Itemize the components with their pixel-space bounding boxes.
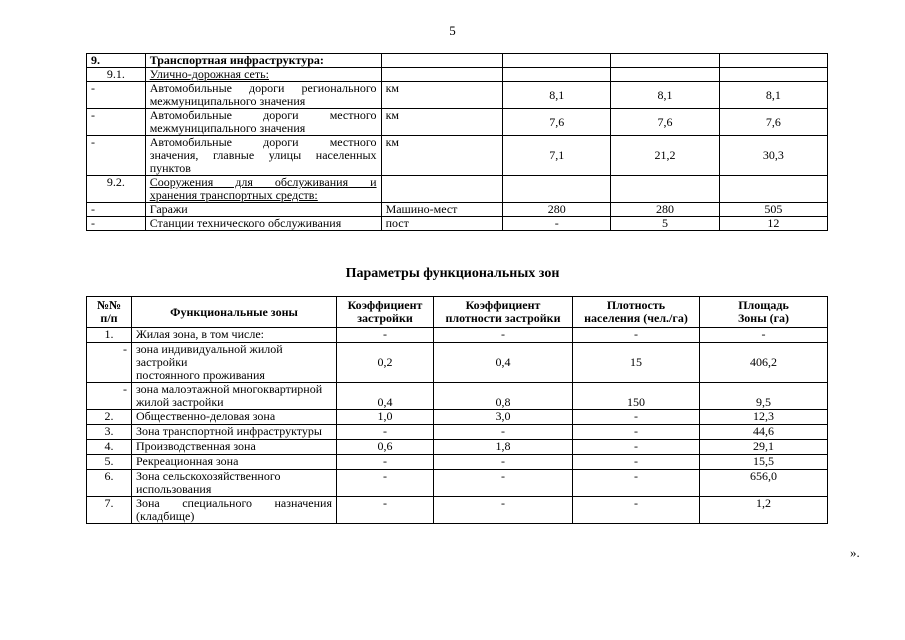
row-value: 505 <box>719 203 827 217</box>
row-value: 5 <box>611 217 719 231</box>
row-value: - <box>503 217 611 231</box>
row-number: 3. <box>87 425 132 440</box>
section-title: Параметры функциональных зон <box>345 266 560 281</box>
row-number: - <box>87 82 146 109</box>
header-area <box>700 297 828 328</box>
row-k1: 0,4 <box>337 383 434 410</box>
row-area: 29,1 <box>700 440 828 455</box>
row-name: Зона транспортной инфраструктуры <box>132 425 337 440</box>
table-row <box>87 470 828 497</box>
row-k2: 1,8 <box>434 440 573 455</box>
row-name <box>132 343 337 383</box>
table-row <box>87 109 828 136</box>
row-value: 8,1 <box>611 82 719 109</box>
row-density: - <box>573 440 700 455</box>
row-name <box>132 383 337 410</box>
header-k2 <box>434 297 573 328</box>
row-k1: - <box>337 328 434 343</box>
row-value <box>719 68 827 82</box>
row-name-line: Сооружения для обслуживания и <box>149 175 377 189</box>
row-name <box>145 176 381 203</box>
row-number: 9.1. <box>87 68 146 82</box>
row-unit: км <box>381 136 502 176</box>
row-name-line: застройки <box>136 355 188 369</box>
row-area: 12,3 <box>700 410 828 425</box>
row-density: - <box>573 497 700 524</box>
table-row <box>87 176 828 203</box>
row-name-line: Автомобильные дороги регионального <box>149 81 377 95</box>
row-name <box>132 470 337 497</box>
row-number: - <box>87 217 146 231</box>
header-num <box>87 297 132 328</box>
row-number: - <box>87 203 146 217</box>
row-k2: 0,8 <box>434 383 573 410</box>
row-k2: - <box>434 328 573 343</box>
row-value: 8,1 <box>719 82 827 109</box>
row-number: - <box>87 383 132 410</box>
row-name-line: Зона сельскохозяйственного <box>136 469 281 483</box>
row-number: 7. <box>87 497 132 524</box>
row-k2: 0,4 <box>434 343 573 383</box>
row-k1: - <box>337 470 434 497</box>
row-area: 9,5 <box>700 383 828 410</box>
row-density: - <box>573 328 700 343</box>
row-unit <box>381 54 502 68</box>
row-number: - <box>87 109 146 136</box>
row-number: - <box>87 136 146 176</box>
table-row <box>87 383 828 410</box>
row-name-line: пунктов <box>149 161 191 175</box>
page-number: 5 <box>449 23 456 38</box>
row-name-line: зона индивидуальной жилой <box>136 342 283 356</box>
row-k2: - <box>434 497 573 524</box>
header-line: плотности застройки <box>445 311 561 325</box>
row-name-line: межмуниципального значения <box>149 121 306 135</box>
header-line: застройки <box>357 311 413 325</box>
header-line: п/п <box>100 311 118 325</box>
row-name <box>145 82 381 109</box>
header-line: Зоны (га) <box>737 311 790 325</box>
row-name: Гаражи <box>145 203 381 217</box>
header-line: Плотность <box>606 298 666 312</box>
row-name-line: Автомобильные дороги местного <box>149 108 377 122</box>
row-number: 2. <box>87 410 132 425</box>
row-value <box>719 54 827 68</box>
table-header-row <box>87 297 828 328</box>
table-row <box>87 497 828 524</box>
table-row <box>87 425 828 440</box>
row-k2: - <box>434 455 573 470</box>
row-value: 21,2 <box>611 136 719 176</box>
row-name <box>132 497 337 524</box>
row-name-line: значения, главные улицы населенных <box>149 148 377 162</box>
row-value: 8,1 <box>503 82 611 109</box>
row-unit: пост <box>381 217 502 231</box>
row-value <box>611 176 719 203</box>
row-number: 9.2. <box>87 176 146 203</box>
table-row <box>87 54 828 68</box>
header-zone: Функциональные зоны <box>132 297 337 328</box>
row-area: 44,6 <box>700 425 828 440</box>
row-density: - <box>573 410 700 425</box>
row-value: 280 <box>503 203 611 217</box>
row-k1: 0,2 <box>337 343 434 383</box>
row-value <box>611 68 719 82</box>
row-unit: км <box>381 82 502 109</box>
row-value: 12 <box>719 217 827 231</box>
row-name: Жилая зона, в том числе: <box>132 328 337 343</box>
row-number: 5. <box>87 455 132 470</box>
row-value: 30,3 <box>719 136 827 176</box>
row-name <box>145 136 381 176</box>
row-k1: - <box>337 455 434 470</box>
row-value <box>719 176 827 203</box>
header-density <box>573 297 700 328</box>
row-name: Общественно-деловая зона <box>132 410 337 425</box>
row-name-line: использования <box>136 482 212 496</box>
functional-zones-table <box>86 296 828 524</box>
row-unit <box>381 176 502 203</box>
table-row <box>87 455 828 470</box>
row-name-line: Автомобильные дороги местного <box>149 135 377 149</box>
row-name: Транспортная инфраструктура: <box>145 54 381 68</box>
row-value <box>503 68 611 82</box>
row-value: 7,1 <box>503 136 611 176</box>
table-row <box>87 68 828 82</box>
closing-quote: ». <box>850 545 860 560</box>
row-density: - <box>573 425 700 440</box>
header-line: населения (чел./га) <box>584 311 688 325</box>
row-name: Производственная зона <box>132 440 337 455</box>
row-name: Станции технического обслуживания <box>145 217 381 231</box>
row-k1: 1,0 <box>337 410 434 425</box>
row-value <box>503 54 611 68</box>
row-unit <box>381 68 502 82</box>
row-area: 406,2 <box>700 343 828 383</box>
header-line: №№ <box>96 298 122 312</box>
row-area: 1,2 <box>700 497 828 524</box>
row-name <box>145 109 381 136</box>
header-line: Коэффициент <box>465 298 541 312</box>
header-k1 <box>337 297 434 328</box>
row-density: 150 <box>573 383 700 410</box>
row-density: 15 <box>573 343 700 383</box>
row-name: Улично-дорожная сеть: <box>145 68 381 82</box>
row-name-line: жилой застройки <box>136 395 224 409</box>
row-k2: 3,0 <box>434 410 573 425</box>
table-row <box>87 328 828 343</box>
header-line: Коэффициент <box>347 298 423 312</box>
row-name-line: хранения транспортных средств: <box>149 188 318 202</box>
row-k1: 0,6 <box>337 440 434 455</box>
table-row <box>87 343 828 383</box>
table-row <box>87 82 828 109</box>
table-row <box>87 136 828 176</box>
row-unit: км <box>381 109 502 136</box>
table-row <box>87 440 828 455</box>
row-number: - <box>87 343 132 383</box>
row-number: 9. <box>87 54 146 68</box>
table-row <box>87 217 828 231</box>
header-line: Площадь <box>738 298 789 312</box>
row-value: 7,6 <box>611 109 719 136</box>
table-row <box>87 203 828 217</box>
transport-infrastructure-table <box>86 53 828 231</box>
row-unit: Машино-мест <box>381 203 502 217</box>
row-area: 656,0 <box>700 470 828 497</box>
row-value: 7,6 <box>503 109 611 136</box>
row-value: 7,6 <box>719 109 827 136</box>
row-density: - <box>573 455 700 470</box>
row-value <box>611 54 719 68</box>
row-name-line: зона малоэтажной многоквартирной <box>136 382 323 396</box>
row-density: - <box>573 470 700 497</box>
row-number: 6. <box>87 470 132 497</box>
row-area: - <box>700 328 828 343</box>
row-name-line: Зона специального назначения <box>136 496 332 510</box>
row-k2: - <box>434 470 573 497</box>
row-name: Рекреационная зона <box>132 455 337 470</box>
row-value: 280 <box>611 203 719 217</box>
row-name-line: постоянного проживания <box>136 368 265 382</box>
row-number: 1. <box>87 328 132 343</box>
row-name-line: межмуниципального значения <box>149 94 306 108</box>
row-k1: - <box>337 497 434 524</box>
row-number: 4. <box>87 440 132 455</box>
row-value <box>503 176 611 203</box>
table-row <box>87 410 828 425</box>
row-name-line: (кладбище) <box>136 509 195 523</box>
row-k1: - <box>337 425 434 440</box>
row-area: 15,5 <box>700 455 828 470</box>
row-k2: - <box>434 425 573 440</box>
